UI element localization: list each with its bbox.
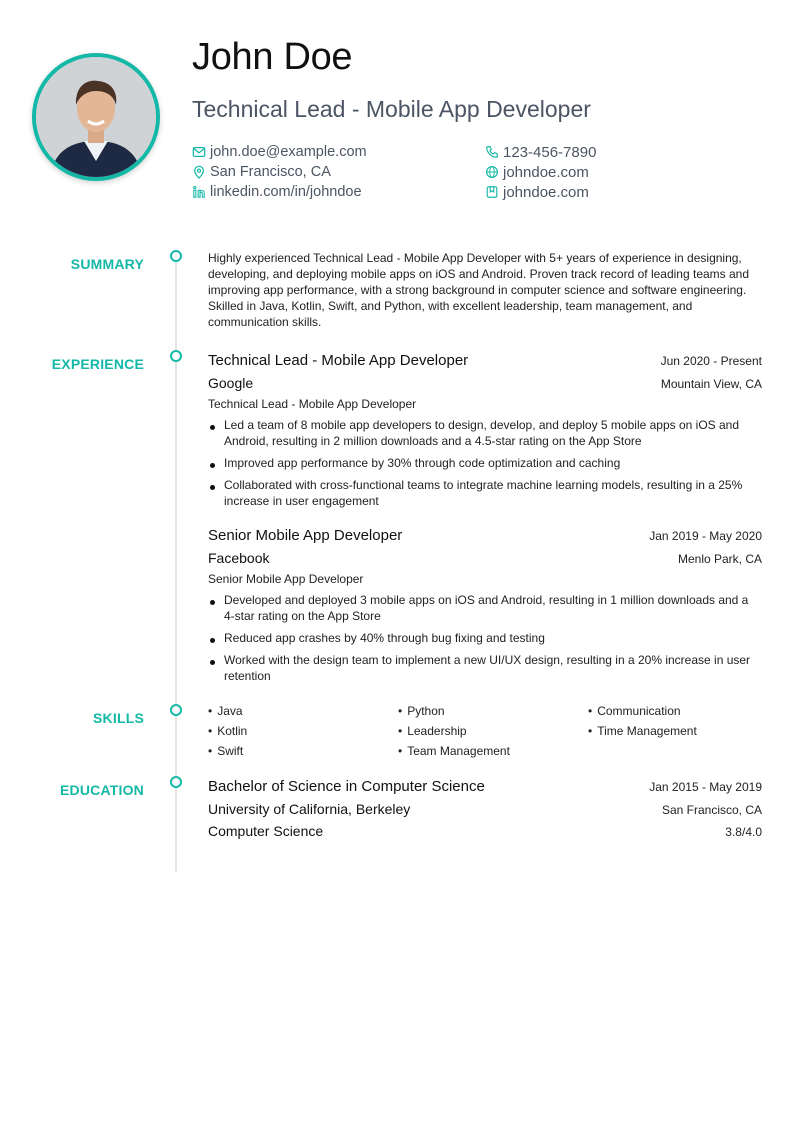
portfolio-contact[interactable]: [485, 182, 596, 202]
phone-text: 123-456-7890: [503, 143, 597, 161]
map-pin-icon: [192, 165, 206, 179]
experience-entry: [208, 352, 762, 515]
job-dates: Jun 2020 - Present: [660, 354, 762, 368]
skill-item: • Java: [208, 704, 398, 720]
candidate-name: John Doe: [192, 36, 353, 78]
education-dates: Jan 2015 - May 2019: [649, 780, 762, 794]
job-bullet: Reduced app crashes by 40% through bug fixing and testing: [208, 630, 762, 646]
job-bullet: Worked with the design team to implement a new UI/UX design, resulting in a 20% increase in user retention: [208, 652, 762, 684]
job-company-line: [208, 550, 762, 566]
job-bullets: [208, 417, 762, 509]
timeline-dot-skills: [170, 704, 182, 716]
job-company: Google: [208, 375, 254, 391]
linkedin-text: linkedin.com/in/johndoe: [210, 184, 362, 200]
job-dates: Jan 2019 - May 2020: [649, 529, 762, 543]
skill-item: • Kotlin: [208, 724, 398, 740]
timeline-dot-experience: [170, 350, 182, 362]
job-company-line: [208, 375, 762, 391]
portfolio-text: johndoe.com: [503, 183, 589, 201]
bookmark-icon: [485, 185, 499, 199]
education-gpa: 3.8/4.0: [725, 825, 762, 839]
email-text: john.doe@example.com: [210, 144, 367, 160]
candidate-title: Technical Lead - Mobile App Developer: [192, 96, 591, 122]
job-header: [208, 352, 762, 369]
skill-item: • Team Management: [398, 744, 588, 760]
timeline-dot-summary: [170, 250, 182, 262]
contact-list-left: [192, 142, 367, 202]
summary-text: Highly experienced Technical Lead - Mobile App Developer with 5+ years of experience in designing, developing, and deploying mobile apps on iOS and Android. Proven track record of leading teams and improving app performance, with a strong background in computer science and software engineering. Skilled in Java, Kotlin, Swift, and Python, with excellent leadership, team management, and communication skills.: [208, 251, 750, 329]
experience-heading: EXPERIENCE: [51, 356, 144, 372]
education-school: University of California, Berkeley: [208, 801, 411, 817]
contact-list-right: [485, 142, 596, 202]
education-entry: [208, 778, 762, 839]
timeline-dot-education: [170, 776, 182, 788]
person-portrait-icon: [36, 57, 156, 177]
job-subtitle: Technical Lead - Mobile App Developer: [208, 397, 417, 411]
profile-photo: [32, 53, 160, 181]
website-text: johndoe.com: [503, 163, 589, 181]
education-header: [208, 778, 762, 795]
job-bullets: [208, 592, 762, 684]
education-heading: EDUCATION: [60, 782, 144, 798]
email-contact[interactable]: [192, 142, 367, 162]
linkedin-icon: [192, 185, 206, 199]
skill-item: • Python: [398, 704, 588, 720]
location-contact: [192, 162, 367, 182]
education-degree: Bachelor of Science in Computer Science: [208, 778, 485, 795]
job-company: Facebook: [208, 550, 270, 566]
job-bullet: Developed and deployed 3 mobile apps on iOS and Android, resulting in 1 million downloads and a 4-star rating on the App Store: [208, 592, 762, 624]
job-bullet: Collaborated with cross-functional teams to integrate machine learning models, resulting in a 25% increase in user engagement: [208, 477, 762, 509]
skill-item: • Communication: [588, 704, 768, 720]
education-school-line: [208, 801, 762, 817]
linkedin-contact[interactable]: [192, 182, 367, 202]
job-bullet: Improved app performance by 30% through code optimization and caching: [208, 455, 762, 471]
summary-heading: SUMMARY: [70, 256, 144, 272]
phone-icon: [485, 145, 499, 159]
experience-entry: [208, 527, 762, 690]
job-role: Technical Lead - Mobile App Developer: [208, 352, 469, 369]
skills-list: [208, 704, 768, 760]
location-text: San Francisco, CA: [210, 164, 331, 180]
education-location: San Francisco, CA: [661, 803, 762, 817]
skills-heading: SKILLS: [93, 710, 144, 726]
job-location: Mountain View, CA: [660, 377, 762, 391]
skill-item: • Time Management: [588, 724, 768, 740]
job-header: [208, 527, 762, 544]
website-contact[interactable]: [485, 162, 596, 182]
job-location: Menlo Park, CA: [677, 552, 762, 566]
mail-icon: [192, 145, 206, 159]
skill-item: • Swift: [208, 744, 398, 760]
job-subtitle: Senior Mobile App Developer: [208, 572, 364, 586]
job-bullet: Led a team of 8 mobile app developers to design, develop, and deploy 5 mobile apps on iOS and Android, resulting in 2 million downloads and a 4.5-star rating on the App Store: [208, 417, 762, 449]
education-field: Computer Science: [208, 823, 324, 839]
globe-icon: [485, 165, 499, 179]
education-field-line: [208, 823, 762, 839]
skill-item: • Leadership: [398, 724, 588, 740]
phone-contact[interactable]: [485, 142, 596, 162]
job-role: Senior Mobile App Developer: [208, 527, 403, 544]
